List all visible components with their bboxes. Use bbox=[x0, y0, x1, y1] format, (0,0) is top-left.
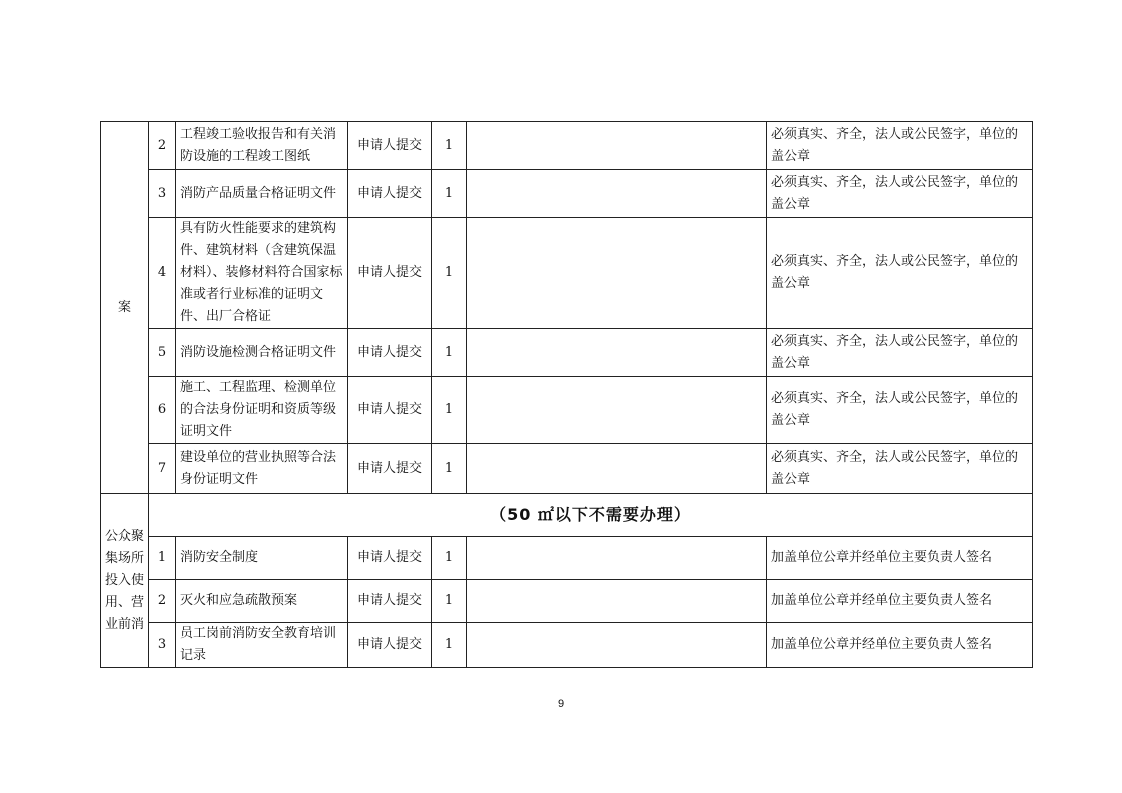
item-requirement: 必须真实、齐全，法人或公民签字，单位的盖公章 bbox=[767, 170, 1033, 218]
item-quantity: 1 bbox=[432, 329, 467, 377]
table-row bbox=[101, 494, 1033, 537]
row-number: 6 bbox=[149, 377, 176, 444]
item-quantity: 1 bbox=[432, 623, 467, 668]
category-cell: 公众聚集场所投入使用、营业前消 bbox=[101, 494, 149, 668]
item-source: 申请人提交 bbox=[348, 122, 432, 170]
item-source: 申请人提交 bbox=[348, 329, 432, 377]
table-row bbox=[101, 537, 1033, 580]
item-requirement: 加盖单位公章并经单位主要负责人签名 bbox=[767, 537, 1033, 580]
table-row bbox=[101, 377, 1033, 444]
row-number: 2 bbox=[149, 122, 176, 170]
item-name: 消防产品质量合格证明文件 bbox=[176, 170, 348, 218]
row-number: 3 bbox=[149, 623, 176, 668]
item-quantity: 1 bbox=[432, 537, 467, 580]
item-name: 建设单位的营业执照等合法身份证明文件 bbox=[176, 444, 348, 494]
row-number: 7 bbox=[149, 444, 176, 494]
table-row bbox=[101, 444, 1033, 494]
item-source: 申请人提交 bbox=[348, 444, 432, 494]
table-row bbox=[101, 122, 1033, 170]
empty-cell bbox=[467, 329, 767, 377]
item-requirement: 必须真实、齐全，法人或公民签字，单位的盖公章 bbox=[767, 444, 1033, 494]
materials-table bbox=[100, 121, 1033, 668]
item-quantity: 1 bbox=[432, 444, 467, 494]
item-requirement: 加盖单位公章并经单位主要负责人签名 bbox=[767, 580, 1033, 623]
item-name: 消防设施检测合格证明文件 bbox=[176, 329, 348, 377]
item-requirement: 必须真实、齐全，法人或公民签字，单位的盖公章 bbox=[767, 218, 1033, 329]
empty-cell bbox=[467, 623, 767, 668]
item-source: 申请人提交 bbox=[348, 580, 432, 623]
item-name: 员工岗前消防安全教育培训记录 bbox=[176, 623, 348, 668]
page-number: 9 bbox=[557, 698, 565, 710]
item-requirement: 加盖单位公章并经单位主要负责人签名 bbox=[767, 623, 1033, 668]
item-requirement: 必须真实、齐全，法人或公民签字，单位的盖公章 bbox=[767, 122, 1033, 170]
row-number: 4 bbox=[149, 218, 176, 329]
category-cell: 案 bbox=[101, 122, 149, 494]
item-requirement: 必须真实、齐全，法人或公民签字，单位的盖公章 bbox=[767, 377, 1033, 444]
row-number: 1 bbox=[149, 537, 176, 580]
item-name: 灭火和应急疏散预案 bbox=[176, 580, 348, 623]
item-requirement: 必须真实、齐全，法人或公民签字，单位的盖公章 bbox=[767, 329, 1033, 377]
item-quantity: 1 bbox=[432, 122, 467, 170]
item-source: 申请人提交 bbox=[348, 623, 432, 668]
empty-cell bbox=[467, 170, 767, 218]
item-source: 申请人提交 bbox=[348, 218, 432, 329]
empty-cell bbox=[467, 218, 767, 329]
empty-cell bbox=[467, 122, 767, 170]
item-quantity: 1 bbox=[432, 170, 467, 218]
table-row bbox=[101, 623, 1033, 668]
empty-cell bbox=[467, 537, 767, 580]
empty-cell bbox=[467, 580, 767, 623]
empty-cell bbox=[467, 444, 767, 494]
item-name: 工程竣工验收报告和有关消防设施的工程竣工图纸 bbox=[176, 122, 348, 170]
item-quantity: 1 bbox=[432, 377, 467, 444]
row-number: 3 bbox=[149, 170, 176, 218]
area-note: （50 ㎡以下不需要办理） bbox=[149, 494, 1033, 537]
table-row bbox=[101, 329, 1033, 377]
item-name: 消防安全制度 bbox=[176, 537, 348, 580]
item-source: 申请人提交 bbox=[348, 537, 432, 580]
row-number: 2 bbox=[149, 580, 176, 623]
row-number: 5 bbox=[149, 329, 176, 377]
item-source: 申请人提交 bbox=[348, 377, 432, 444]
table-row bbox=[101, 218, 1033, 329]
item-name: 施工、工程监理、检测单位的合法身份证明和资质等级证明文件 bbox=[176, 377, 348, 444]
empty-cell bbox=[467, 377, 767, 444]
table-row bbox=[101, 580, 1033, 623]
item-source: 申请人提交 bbox=[348, 170, 432, 218]
item-quantity: 1 bbox=[432, 218, 467, 329]
item-quantity: 1 bbox=[432, 580, 467, 623]
item-name: 具有防火性能要求的建筑构件、建筑材料（含建筑保温材料）、装修材料符合国家标准或者行业标准的证明文件、出厂合格证 bbox=[176, 218, 348, 329]
table-row bbox=[101, 170, 1033, 218]
